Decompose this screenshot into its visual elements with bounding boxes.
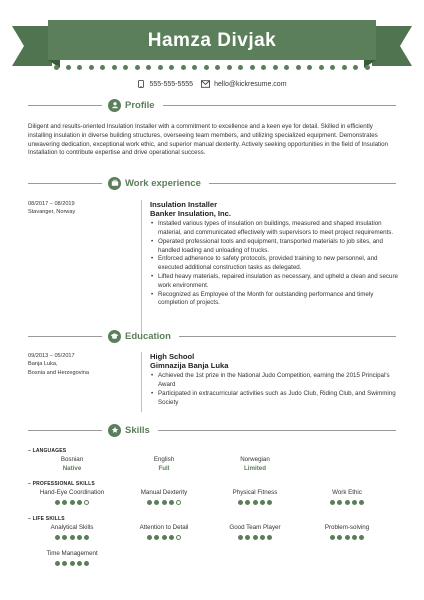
rating-dot-filled [352, 500, 357, 505]
education-location-city: Banja Luka, [28, 361, 58, 368]
rule-left [28, 183, 102, 184]
company-name: Banker Insulation, Inc. [150, 209, 232, 219]
work-dates-block [28, 200, 110, 217]
skill-rating [301, 500, 393, 505]
rating-dot-filled [70, 561, 75, 566]
skill-item [301, 524, 393, 540]
professional-skills-label: – PROFESSIONAL SKILLS [28, 481, 95, 487]
section-title: Work experience [125, 177, 201, 189]
rating-dot-filled [154, 500, 159, 505]
rating-dot-filled [267, 535, 272, 540]
work-body [150, 200, 398, 308]
decorative-dot [169, 65, 174, 70]
timeline-line [141, 200, 142, 340]
rule-left [28, 430, 102, 431]
rating-dot-filled [330, 500, 335, 505]
rating-dot-filled [359, 500, 364, 505]
decorative-dot [123, 65, 128, 70]
contact-email[interactable] [201, 80, 286, 88]
skill-name: Good Team Player [229, 524, 281, 531]
language-item [118, 456, 210, 472]
education-dates: 09/2013 – 05/2017 [28, 353, 75, 359]
language-level: Full [158, 465, 170, 472]
decorative-dot [135, 65, 140, 70]
phone-text: 555-555-5555 [149, 80, 194, 88]
rating-dot-empty [176, 500, 181, 505]
decorative-dot [227, 65, 232, 70]
degree: High School [150, 352, 195, 361]
decorative-dot [215, 65, 220, 70]
skill-name: Manual Dexterity [140, 489, 188, 496]
rule-right [179, 336, 396, 337]
life-skills-label: – LIFE SKILLS [28, 516, 65, 522]
skill-item [301, 489, 393, 505]
language-name: English [153, 456, 175, 463]
rating-dot-filled [70, 535, 75, 540]
email-text: hello@kickresume.com [214, 80, 287, 88]
decorative-dot [89, 65, 94, 70]
skill-rating [301, 535, 393, 540]
decorative-dot [261, 65, 266, 70]
language-name: Bosnian [60, 456, 84, 463]
skill-item [118, 524, 210, 540]
education-dates-block [28, 352, 110, 377]
graduation-cap-icon [108, 330, 121, 343]
job-title: Insulation Installer [150, 200, 218, 209]
school-name: Gimnazija Banja Luka [150, 361, 229, 371]
rating-dot-filled [84, 535, 89, 540]
decorative-dot [296, 65, 301, 70]
rating-dot-filled [260, 535, 265, 540]
skill-rating [118, 500, 210, 505]
education-entry [28, 352, 398, 412]
skill-rating [26, 535, 118, 540]
rating-dot-filled [70, 500, 75, 505]
rating-dot-filled [253, 535, 258, 540]
candidate-name: Hamza Divjak [147, 30, 277, 51]
skills-icon [108, 424, 121, 437]
profile-heading [28, 98, 396, 112]
contact-phone[interactable] [137, 80, 193, 88]
skill-name: Time Management [46, 550, 98, 557]
decorative-dot [273, 65, 278, 70]
profile-summary: Diligent and results-oriented Insulation Installer with a commitment to excellence and a keen eye for detail. Skilled in efficiently installing insulation in diverse building structures, overseeing team members, and utilizing specialized equipment. Demonstrates unwavering dedication, exceptional work ethic, and superior manual dexterity. Actively seeking opportunities in the field of Insulation Installation to contribute expertise and drive operational success. [28, 123, 388, 157]
briefcase-icon [108, 177, 121, 190]
work-location: Stavanger, Norway [28, 209, 76, 216]
rating-dot-empty [176, 535, 181, 540]
language-name: Norwegian [240, 456, 270, 463]
language-level: Native [62, 465, 82, 472]
skill-rating [209, 500, 301, 505]
decorative-dot [307, 65, 312, 70]
decorative-dot [112, 65, 117, 70]
skill-item [26, 524, 118, 540]
rating-dot-filled [359, 535, 364, 540]
decorative-dot [181, 65, 186, 70]
section-title: Profile [125, 99, 155, 111]
decorative-dot [100, 65, 105, 70]
decorative-dot [192, 65, 197, 70]
languages-label: – LANGUAGES [28, 448, 67, 454]
decorative-dot [66, 65, 71, 70]
rating-dot-filled [77, 561, 82, 566]
skill-item [209, 524, 301, 540]
skill-rating [118, 535, 210, 540]
rating-dot-filled [345, 535, 350, 540]
decorative-dot [238, 65, 243, 70]
decorative-dot [77, 65, 82, 70]
education-heading [28, 329, 396, 343]
list-item: • Installed various types of insulation on buildings, measured and shaped insulation material, and communicated effectively with supervisors to meet project requirements. [150, 220, 398, 238]
skill-item [118, 489, 210, 505]
rating-dot-filled [162, 535, 167, 540]
section-title: Skills [125, 424, 150, 436]
language-level: Limited [243, 465, 266, 472]
decorative-dot [342, 65, 347, 70]
education-body [150, 352, 398, 407]
language-item [26, 456, 118, 472]
rating-dot-filled [55, 561, 60, 566]
rating-dot-filled [245, 500, 250, 505]
skills-heading [28, 423, 396, 437]
rule-right [158, 430, 396, 431]
phone-icon [137, 80, 145, 88]
person-icon [108, 99, 121, 112]
decorative-dot [250, 65, 255, 70]
skill-item [26, 550, 118, 566]
rating-dot-filled [345, 500, 350, 505]
header-dot-row [54, 65, 370, 70]
timeline-line [141, 352, 142, 412]
rating-dot-filled [147, 500, 152, 505]
rule-left [28, 105, 102, 106]
skill-rating [26, 561, 118, 566]
skill-item [209, 489, 301, 505]
rule-left [28, 336, 102, 337]
decorative-dot [353, 65, 358, 70]
rating-dot-filled [337, 535, 342, 540]
list-item: • Operated professional tools and equipment, transported materials to job sites, and handled loading and unloading of trucks. [150, 238, 398, 256]
skill-name: Work Ethic [332, 489, 362, 496]
work-heading [28, 176, 396, 190]
rating-dot-filled [77, 535, 82, 540]
list-item: • Recognized as Employee of the Month for outstanding performance and timely completion of projects. [150, 291, 398, 309]
rating-dot-filled [238, 500, 243, 505]
rating-dot-filled [253, 500, 258, 505]
rating-dot-filled [62, 535, 67, 540]
rating-dot-filled [238, 535, 243, 540]
work-bullets [150, 220, 398, 308]
decorative-dot [284, 65, 289, 70]
rating-dot-filled [337, 500, 342, 505]
rating-dot-filled [154, 535, 159, 540]
decorative-dot [146, 65, 151, 70]
skill-name: Physical Fitness [232, 489, 278, 496]
skill-rating [26, 500, 118, 505]
rule-right [209, 183, 396, 184]
rating-dot-filled [245, 535, 250, 540]
education-bullets [150, 372, 398, 407]
rating-dot-filled [62, 561, 67, 566]
skill-name: Analytical Skills [50, 524, 94, 531]
education-location-country: Bosnia and Herzegovina [28, 369, 89, 376]
decorative-dot [204, 65, 209, 70]
skill-name: Hand-Eye Coordination [39, 489, 105, 496]
rule-right [163, 105, 396, 106]
language-item [209, 456, 301, 472]
list-item: • Enforced adherence to safety protocols, provided training to new personnel, and executed additional construction tasks as delegated. [150, 255, 398, 273]
contact-bar [0, 80, 424, 88]
rating-dot-filled [169, 500, 174, 505]
rating-dot-filled [330, 535, 335, 540]
rating-dot-filled [62, 500, 67, 505]
skill-item [26, 489, 118, 505]
list-item: • Lifted heavy materials, repaired insulation as necessary, and upheld a clean and secure work environment. [150, 273, 398, 291]
rating-dot-filled [352, 535, 357, 540]
rating-dot-empty [84, 500, 89, 505]
work-dates: 08/2017 – 08/2019 [28, 201, 75, 207]
work-entry [28, 200, 398, 350]
rating-dot-filled [147, 535, 152, 540]
skill-name: Problem-solving [324, 524, 370, 531]
rating-dot-filled [169, 535, 174, 540]
list-item: • Achieved the 1st prize in the National Judo Competition, earning the 2015 Principal's Award [150, 372, 398, 390]
skill-rating [209, 535, 301, 540]
section-title: Education [125, 330, 171, 342]
rating-dot-filled [162, 500, 167, 505]
rating-dot-filled [55, 535, 60, 540]
decorative-dot [158, 65, 163, 70]
rating-dot-filled [77, 500, 82, 505]
decorative-dot [365, 65, 370, 70]
rating-dot-filled [267, 500, 272, 505]
decorative-dot [330, 65, 335, 70]
rating-dot-filled [84, 561, 89, 566]
envelope-icon [201, 80, 210, 88]
decorative-dot [54, 65, 59, 70]
decorative-dot [319, 65, 324, 70]
rating-dot-filled [55, 500, 60, 505]
rating-dot-filled [260, 500, 265, 505]
list-item: • Participated in extracurricular activities such as Judo Club, Riding Club, and Swimming Society [150, 390, 398, 408]
skill-name: Attention to Detail [139, 524, 189, 531]
